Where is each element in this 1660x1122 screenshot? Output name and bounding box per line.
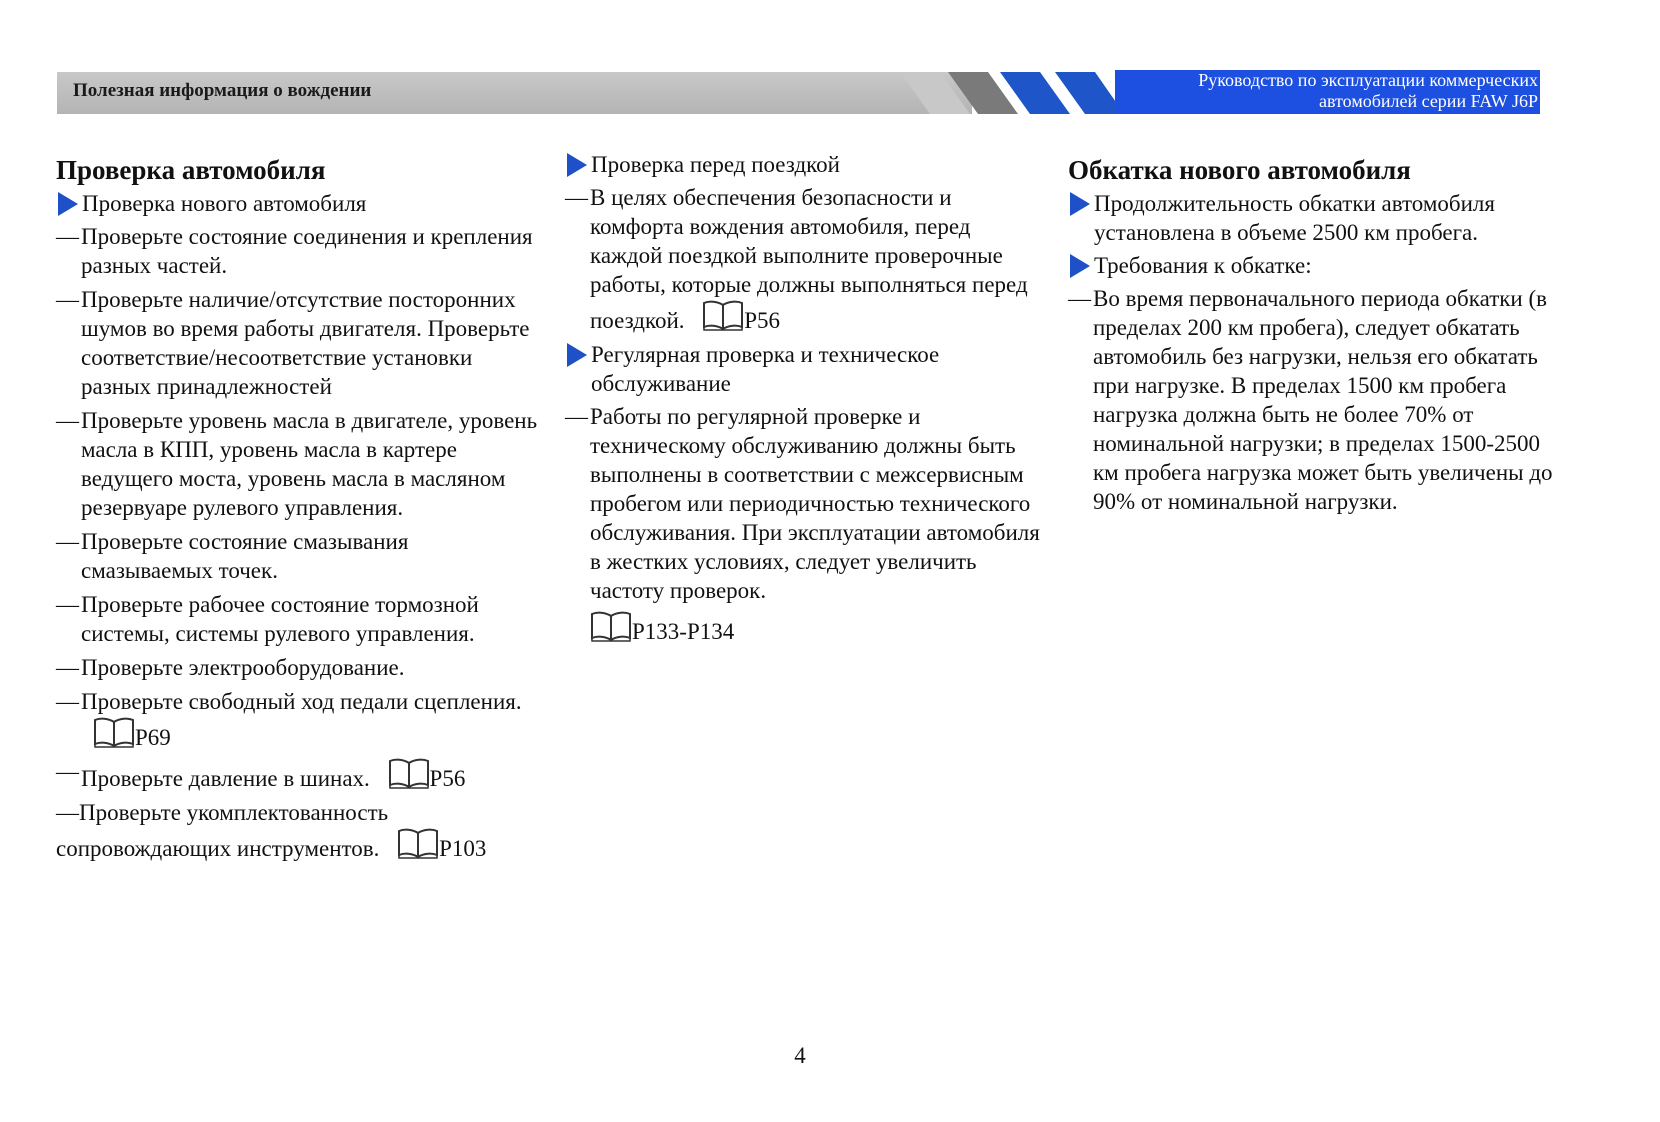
subheading-break-in-duration: Продолжительность обкатки автомобиля установлена в объеме 2500 км пробега. (1068, 189, 1558, 247)
section-title-break-in: Обкатка нового автомобиля (1068, 155, 1411, 185)
check-item: — Проверьте рабочее состояние тормозной системы, системы рулевого управления. (56, 592, 479, 646)
book-icon (702, 299, 744, 331)
check-item: — Проверьте свободный ход педали сцепления. P69 (56, 689, 522, 750)
manual-title-box (1115, 70, 1540, 114)
page-reference: P133-P134 (565, 610, 1045, 646)
triangle-bullet-icon (567, 343, 587, 367)
book-icon (590, 610, 632, 642)
check-item: — Проверьте электрооборудование. (56, 655, 405, 680)
triangle-bullet-icon (58, 192, 78, 216)
triangle-bullet-icon (1070, 254, 1090, 278)
page-reference: P56 (376, 766, 466, 791)
manual-title-line1: Руководство по эксплуатации коммерческих (1198, 70, 1538, 90)
subheading-new-vehicle-check: Проверка нового автомобиля (56, 189, 546, 218)
check-item: — В целях обеспечения безопасности и комфорта вождения автомобиля, перед каждой поездкой выполните проверочные работы, которые должны выполняться перед поездкой. P56 (565, 185, 1028, 333)
check-item: — Работы по регулярной проверке и техническому обслуживанию должны быть выполнены в соответствии с межсервисным пробегом или периодичностью технического обслуживания. При эксплуатации автомобиля в жестких условиях, следует увеличить частоту проверок. (565, 404, 1040, 603)
section-header-title: Полезная информация о вождении (73, 80, 372, 101)
subheading-pre-trip-check: Проверка перед поездкой (565, 150, 1045, 179)
triangle-bullet-icon (1070, 192, 1090, 216)
page-reference: P69 (81, 725, 171, 750)
header-stripes-decoration (900, 72, 1120, 114)
section-title-vehicle-check: Проверка автомобиля (56, 155, 326, 185)
page-number: 4 (794, 1043, 806, 1068)
check-item: — Проверьте состояние соединения и крепления разных частей. (56, 224, 533, 278)
subheading-break-in-requirements: Требования к обкатке: (1068, 251, 1558, 280)
check-item: —Проверьте укомплектованность сопровождающих инструментов. P103 (56, 800, 487, 861)
book-icon (93, 716, 135, 748)
check-item: — Проверьте давление в шинах. P56 (56, 759, 466, 791)
check-item: — Проверьте наличие/отсутствие посторонних шумов во время работы двигателя. Проверьте соответствие/несоответствие установки разных принадлежностей (56, 287, 530, 399)
check-item: — Проверьте состояние смазывания смазываемых точек. (56, 529, 409, 583)
column-vehicle-check (56, 150, 546, 868)
manual-title-line2: автомобилей серии FAW J6P (1319, 91, 1538, 111)
page-reference: P56 (690, 308, 780, 333)
check-item: — Проверьте уровень масла в двигателе, уровень масла в КПП, уровень масла в картере ведущего моста, уровень масла в масляном резервуаре рулевого управления. (56, 408, 538, 520)
book-icon (388, 757, 430, 789)
column-pre-trip-check (565, 150, 1045, 646)
column-break-in (1068, 150, 1558, 521)
book-icon (397, 827, 439, 859)
subheading-regular-maintenance: Регулярная проверка и техническое обслуживание (565, 340, 1045, 398)
triangle-bullet-icon (567, 153, 587, 177)
page-reference: P103 (385, 836, 486, 861)
check-item: — Во время первоначального периода обкатки (в пределах 200 км пробега), следует обкатать автомобиль без нагрузки, нельзя его обкатать при нагрузке. В пределах 1500 км пробега нагрузка должна быть не более 70% от номинальной нагрузки; в пределах 1500-2500 км пробега нагрузка может быть увеличены до 90% от номинальной нагрузки. (1068, 286, 1553, 514)
